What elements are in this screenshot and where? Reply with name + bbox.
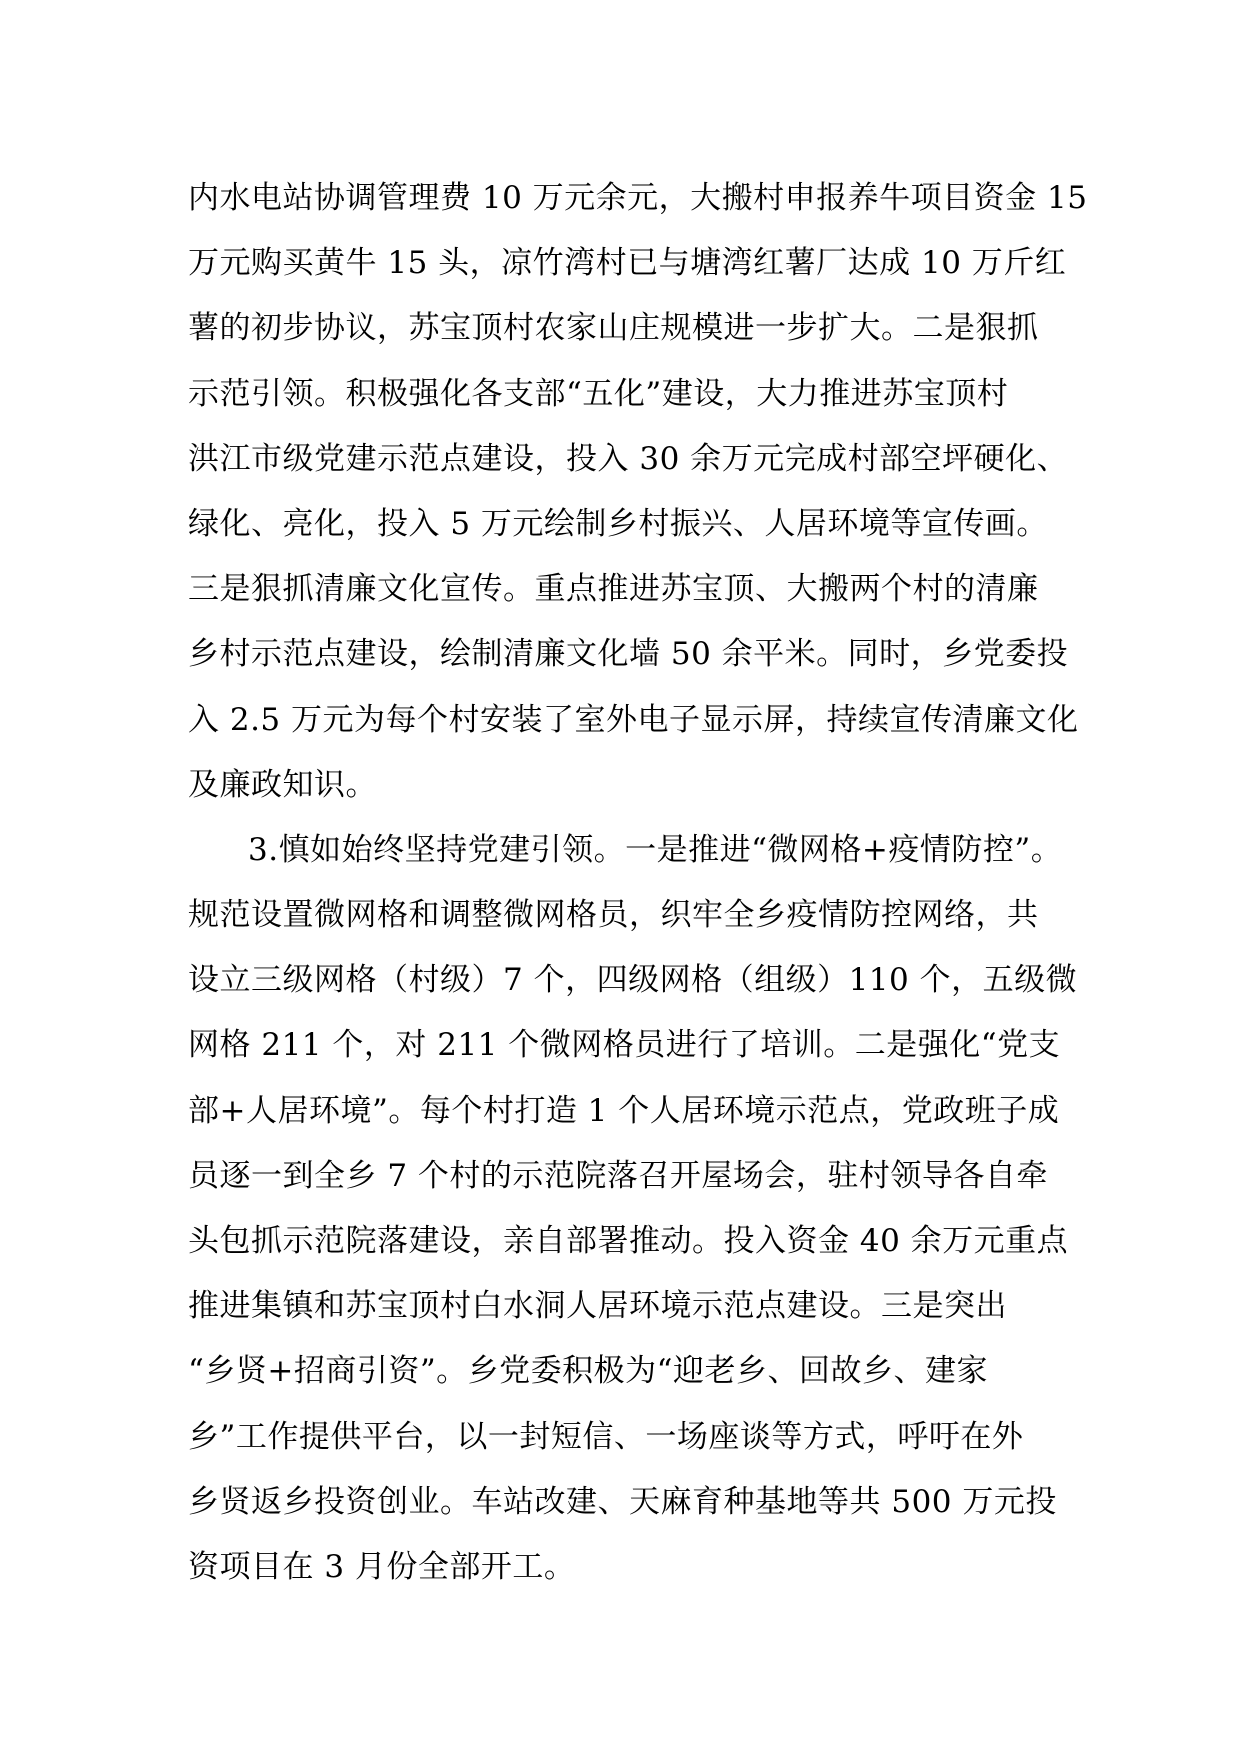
text-line: 资项目在 3 月份全部开工。 — [188, 1548, 576, 1585]
text-line: 网格 211 个，对 211 个微网格员进行了培训。二是强化“党支 — [188, 1027, 1061, 1064]
text-line: 乡贤返乡投资创业。车站改建、天麻育种基地等共 500 万元投 — [188, 1483, 1057, 1520]
text-line: 及廉政知识。 — [188, 766, 377, 803]
text-line: 三是狠抓清廉文化宣传。重点推进苏宝顶、大搬两个村的清廉 — [188, 571, 1039, 608]
text-line: 万元购买黄牛 15 头，凉竹湾村已与塘湾红薯厂达成 10 万斤红 — [188, 245, 1067, 282]
text-line: 示范引领。积极强化各支部“五化”建设，大力推进苏宝顶村 — [188, 375, 1009, 412]
text-line: “乡贤+招商引资”。乡党委积极为“迎老乡、回故乡、建家 — [188, 1353, 989, 1390]
text-line: 内水电站协调管理费 10 万元余元，大搬村申报养牛项目资金 15 — [188, 180, 1088, 216]
text-line: 设立三级网格（村级）7 个，四级网格（组级）110 个，五级微 — [188, 962, 1078, 999]
text-line: 头包抓示范院落建设，亲自部署推动。投入资金 40 余万元重点 — [188, 1223, 1069, 1259]
text-line: 员逐一到全乡 7 个村的示范院落召开屋场会，驻村领导各自牵 — [188, 1157, 1048, 1194]
text-line: 绿化、亮化，投入 5 万元绘制乡村振兴、人居环境等宣传画。 — [188, 505, 1048, 542]
text-line: 规范设置微网格和调整微网格员，织牢全乡疫情防控网络，共 — [188, 897, 1039, 934]
text-line: 推进集镇和苏宝顶村白水洞人居环境示范点建设。三是突出 — [188, 1288, 1007, 1325]
text-line: 洪江市级党建示范点建设，投入 30 余万元完成村部空坪硬化、 — [188, 440, 1069, 477]
text-line: 乡”工作提供平台，以一封短信、一场座谈等方式，呼吁在外 — [188, 1418, 1024, 1455]
body-text — [188, 166, 1088, 1600]
text-line: 薯的初步协议，苏宝顶村农家山庄规模进一步扩大。二是狠抓 — [188, 310, 1039, 347]
section-heading-line: 3.慎如始终坚持党建引领。一是推进“微网格+疫情防控”。 — [248, 831, 1063, 868]
text-line: 部+人居环境”。每个村打造 1 个人居环境示范点，党政班子成 — [188, 1092, 1060, 1129]
text-line: 入 2.5 万元为每个村安装了室外电子显示屏，持续宣传清廉文化 — [188, 701, 1079, 738]
text-line: 乡村示范点建设，绘制清廉文化墙 50 余平米。同时，乡党委投 — [188, 636, 1069, 673]
